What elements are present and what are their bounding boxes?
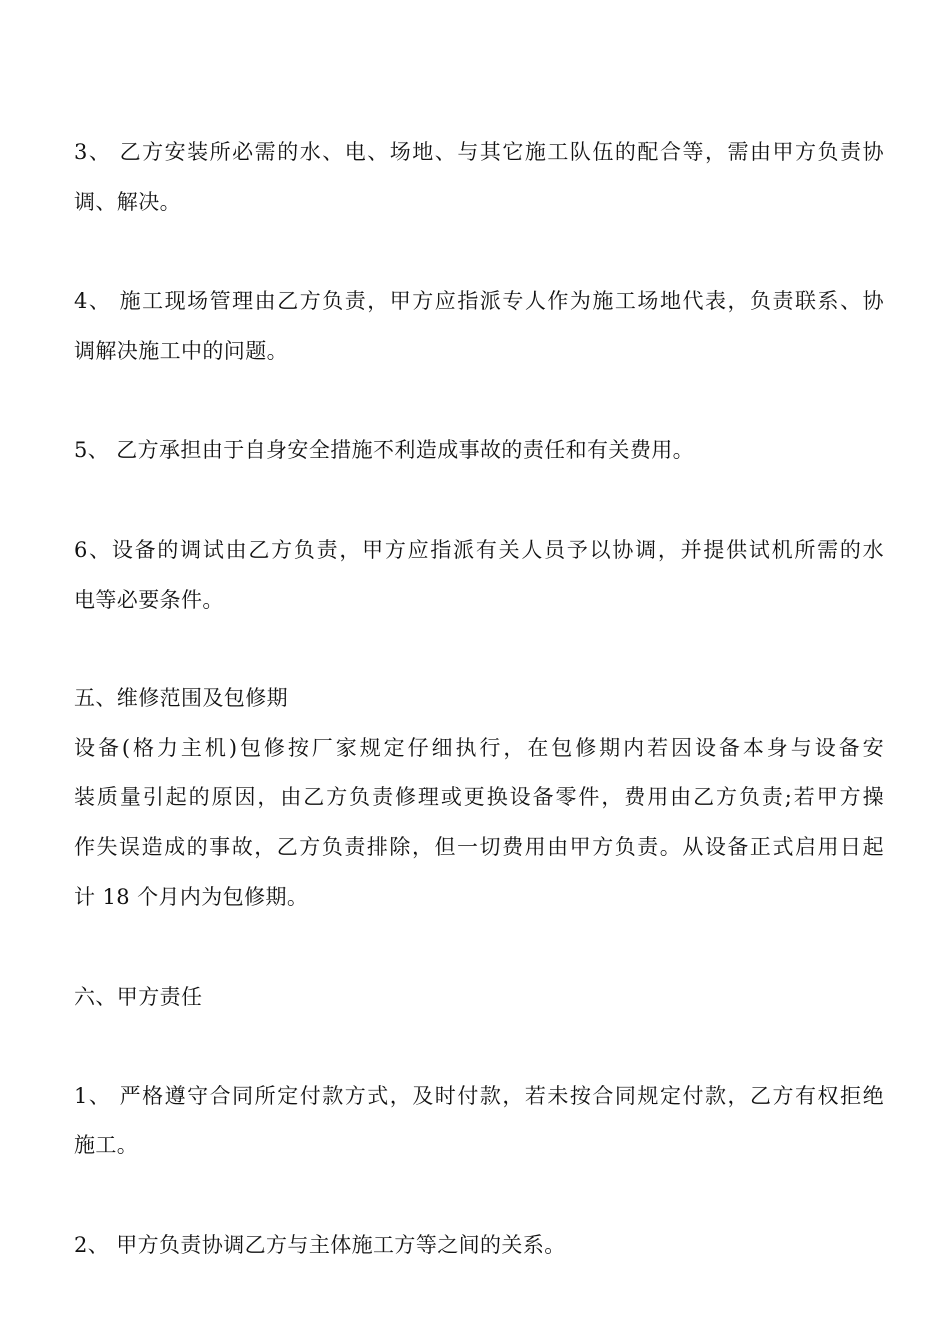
section-5-paragraph-line-3: 作失误造成的事故，乙方负责排除，但一切费用由甲方负责。从设备正式启用日起: [74, 835, 884, 859]
item-6-2-line-1: 2、 甲方负责协调乙方与主体施工方等之间的关系。: [74, 1233, 566, 1257]
section-5-paragraph-line-1: 设备(格力主机)包修按厂家规定仔细执行，在包修期内若因设备本身与设备安: [74, 736, 884, 760]
section-5-paragraph-line-2: 装质量引起的原因，由乙方负责修理或更换设备零件，费用由乙方负责;若甲方操: [74, 785, 884, 809]
item-5-line-1: 5、 乙方承担由于自身安全措施不利造成事故的责任和有关费用。: [74, 438, 695, 462]
section-6-heading: 六、甲方责任: [74, 985, 203, 1009]
item-4-line-2: 调解决施工中的问题。: [74, 339, 288, 363]
section-5-heading: 五、维修范围及包修期: [74, 686, 288, 710]
item-6-1-line-1: 1、 严格遵守合同所定付款方式，及时付款，若未按合同规定付款，乙方有权拒绝: [74, 1084, 884, 1108]
item-6-1-line-2: 施工。: [74, 1133, 139, 1157]
item-3-line-1: 3、 乙方安装所必需的水、电、场地、与其它施工队伍的配合等，需由甲方负责协: [74, 140, 884, 164]
item-3-line-2: 调、解决。: [74, 190, 181, 214]
item-6-line-2: 电等必要条件。: [74, 588, 224, 612]
section-5-paragraph-line-4: 计 18 个月内为包修期。: [74, 885, 309, 909]
item-4-line-1: 4、 施工现场管理由乙方负责，甲方应指派专人作为施工场地代表，负责联系、协: [74, 289, 884, 313]
item-6-line-1: 6、设备的调试由乙方负责，甲方应指派有关人员予以协调，并提供试机所需的水: [74, 538, 884, 562]
